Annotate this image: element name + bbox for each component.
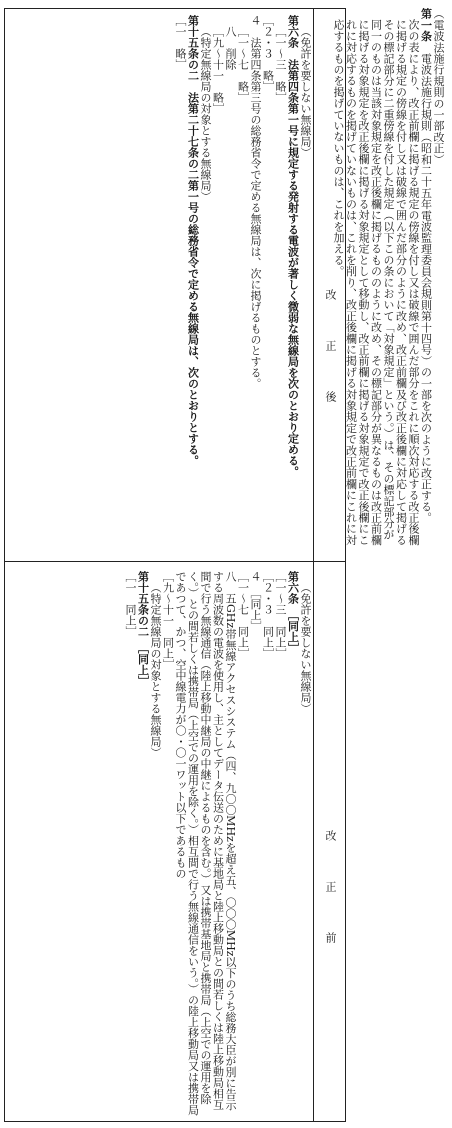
row-divider (5, 561, 345, 562)
before-line: 第六条 ［同上］ (286, 571, 300, 654)
before-line: ［一 同上］ (124, 571, 137, 637)
after-line: ［一 略］ (174, 15, 187, 70)
before-line: ［２・３ 同上］ (261, 571, 275, 659)
before-line: ［九～十一 同上］ (161, 571, 175, 670)
before-line: ４ ［同上］ (249, 571, 262, 632)
before-line: ［一～三 同上］ (274, 571, 287, 659)
after-line: 第六条 法第四条第一号に規定する発射する電波が著しく微弱な無線局を次のとおり定める。 (286, 15, 300, 477)
after-line: ［一～三 略］ (274, 26, 287, 103)
after-line: ４ 法第四条第三号の総務省令で定める無線局は、次に掲げるものとする。 (249, 15, 262, 389)
after-line: ［一～七 略］ (236, 26, 250, 103)
header-after: 改正後 (324, 288, 337, 442)
before-line: 八 五GHz帯無線アクセスシステム（四、九〇〇MHzを超え五、〇〇〇MHz以下のうち総務大臣が別に告示する周波数の電波を使用し、主としてデータ伝送のために基地局と陸上移動局との間若しくは陸上移動局相互間で行う無線通信（陸上移動中継局の中継によるものを含む。）又は携帯基地局と携帯局（上空での運用を除く。）との間若しくは携帯局（上空での運用を除く。）相互間で行う無線通信をいう。）の陸上移動局又は携帯局であつて、かつ、空中線電力が〇・〇一ワット以下であるもの (174, 571, 237, 1116)
after-line: （特定無線局の対象とする無線局） (199, 26, 212, 202)
article-body: 電波法施行規則（昭和二十五年電波監理委員会規則第十四号）の一部を次のように改正する。 (419, 52, 433, 524)
article-label: 第一条 (419, 8, 433, 42)
before-line: （免許を要しない無線局） (299, 582, 312, 714)
amendment-intro (332, 8, 445, 548)
comparison-table (4, 8, 346, 1122)
amendment-title: （電波法施行規則の一部改正） (432, 8, 445, 165)
before-line: 第十五条の二 ［同上］ (136, 571, 150, 687)
article-one (419, 8, 432, 548)
before-line: （特定無線局の対象とする無線局） (149, 582, 162, 758)
amendment-paragraph: 次の表により、改正前欄に掲げる規定の傍線を付し又は破線で囲んだ部分をこれに順次対応する改正後欄に掲げる規定の傍線を付し又は破線で囲んだ部分のように改め、改正前欄及び改正後欄に対応して掲げるその標記部分に二重傍線を付した規定（以下この条において「対象規定」という。）は、その標記部分が同一のものは当該対象規定を改正後欄に掲げるもののように改め、その標記部分が異なるものは改正前欄に掲げる対象規定を改正後欄に掲げる対象規定として移動し、改正前欄に掲げる対象規定で改正後欄にこれに対応するものを掲げていないものは、これを削り、改正後欄に掲げる対象規定で改正前欄にこれに対応するものを掲げていないものは、これを加える。 (332, 19, 420, 546)
before-cell (9, 571, 311, 1116)
after-line: 第十五条の二 法第二十七条の二第一号の総務省令で定める無線局は、次のとおりとする。 (186, 15, 200, 466)
after-line: 八 削除 (224, 26, 237, 70)
after-cell (9, 15, 311, 555)
header-before: 改正前 (324, 830, 337, 983)
before-line: ［一～七 同上］ (236, 571, 250, 659)
after-line: （免許を要しない無線局） (299, 26, 312, 158)
after-line: ［２・３ 略］ (261, 15, 275, 92)
after-line: ［九～十一 略］ (211, 26, 225, 114)
